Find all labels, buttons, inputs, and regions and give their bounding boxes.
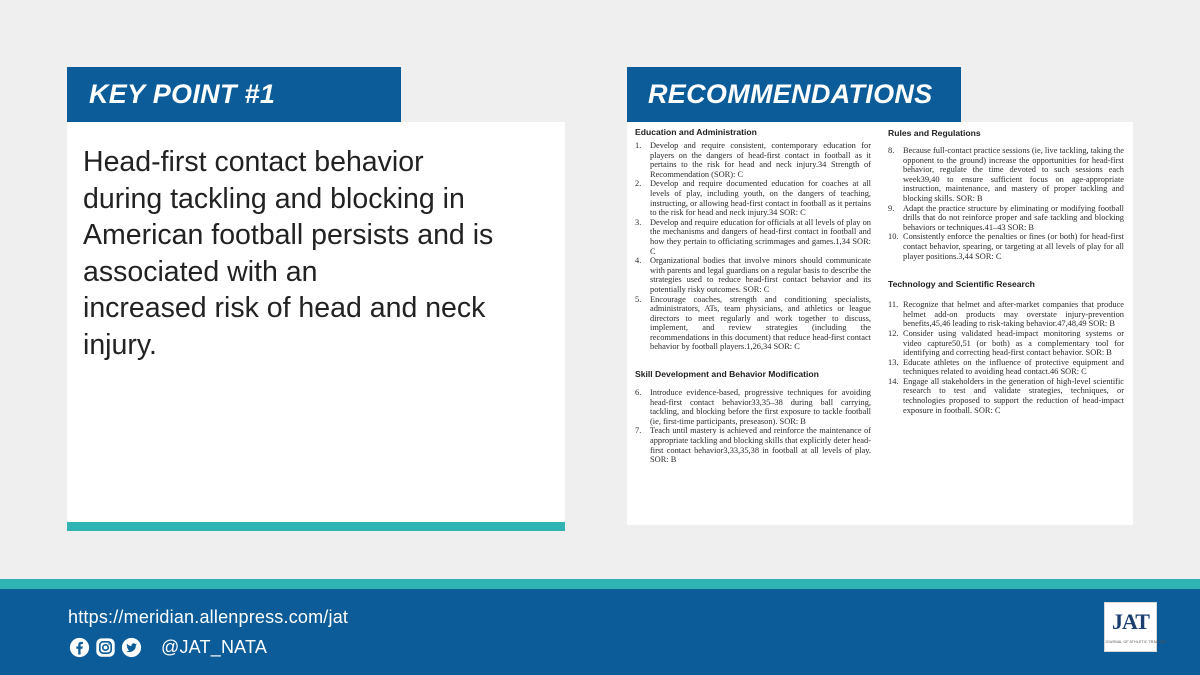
recommendation-item: 14. Engage all stakeholders in the generation of high-level scientific research to test and validate strategies, techniques, or technologies proposed to support the reduction of head-impact exposure in football. SOR: C	[888, 376, 1124, 415]
logo-wordmark: JAT	[1112, 609, 1149, 634]
section-heading-technology: Technology and Scientific Research	[888, 279, 1035, 290]
education-recommendations	[635, 141, 871, 352]
recommendation-item: 5. Encourage coaches, strength and conditioning specialists, administrators, ATs, team physicians, and athletics or league directors to meet regularly and work together to discuss, implement, and review strategies (including the recommendations in this document) that reduce head-first contact behavior by football players.1,26,34 SOR: C	[635, 294, 871, 352]
section-heading-skill-development: Skill Development and Behavior Modification	[635, 369, 819, 380]
recommendations-document	[627, 122, 1133, 525]
social-links	[69, 637, 267, 658]
jat-logo	[1104, 602, 1167, 652]
social-handle[interactable]: @JAT_NATA	[161, 637, 268, 657]
recommendation-item: 13. Educate athletes on the influence of protective equipment and techniques related to avoiding head contact.46 SOR: C	[888, 357, 1124, 377]
rules-recommendations	[888, 146, 1124, 261]
key-point-text: Head-first contact behavior during tackling and blocking in American football persists and is associated with an increased risk of head and neck injury.	[83, 146, 494, 361]
key-point-header	[67, 67, 401, 122]
recommendation-item: 11. Recognize that helmet and after-market companies that produce helmet add-on products may overstate injury-prevention benefits,45,46 leading to risk-taking behavior.47,48,49 SOR: B	[888, 300, 1124, 329]
recommendations-header	[627, 67, 961, 122]
recommendation-item: 7. Teach until mastery is achieved and reinforce the maintenance of appropriate tackling and blocking skills that explicitly deter head-first contact behavior3,33,35,38 in football at all levels of play. SOR: B	[635, 426, 871, 465]
logo-subtitle: JOURNAL OF ATHLETIC TRAINING	[1105, 640, 1167, 644]
recommendation-item: 9. Adapt the practice structure by eliminating or modifying football drills that do not reinforce proper and safe tackling and blocking behaviors or techniques.41–43 SOR: B	[888, 203, 1124, 232]
journal-url-link[interactable]: https://meridian.allenpress.com/jat	[68, 607, 349, 627]
footer-accent-stripe	[0, 579, 1200, 589]
section-heading-rules: Rules and Regulations	[888, 128, 981, 138]
document-right-column	[888, 122, 1124, 415]
key-point-title: KEY POINT #1	[89, 79, 276, 109]
recommendation-item: 3. Develop and require education for officials at all levels of play on the mechanisms and dangers of head-first contact in football and how they pertain to officiating scrimmages and games.1,34 SOR: C	[635, 217, 871, 256]
technology-recommendations	[888, 300, 1124, 415]
facebook-icon[interactable]	[69, 637, 90, 658]
document-left-column	[635, 122, 871, 465]
recommendation-item: 10. Consistently enforce the penalties or fines (or both) for head-first contact behavior, spearing, or targeting at all levels of play for all player positions.3,44 SOR: C	[888, 232, 1124, 261]
recommendation-item: 6. Introduce evidence-based, progressive techniques for avoiding head-first contact behavior33,35–38 during ball carrying, tackling, and blocking before the first exposure to tackle football (ie, first-time participants, preseason). SOR: B	[635, 388, 871, 426]
recommendation-item: 2. Develop and require documented education for coaches at all levels of play, including youth, on the dangers of teaching, instructing, or allowing head-first contact in football as it pertains to the risk for head and neck injury.34 SOR: C	[635, 179, 871, 218]
skill-recommendations	[635, 388, 871, 465]
recommendations-title: RECOMMENDATIONS	[648, 79, 933, 109]
recommendation-item: 1. Develop and require consistent, contemporary education for players on the dangers of head-first contact in football as it pertains to the risk for head and neck injury.34 Strength of Recommendation (SOR): C	[635, 141, 871, 179]
section-heading-education: Education and Administration	[635, 127, 757, 137]
key-point-accent-bar	[67, 522, 565, 531]
recommendation-item: 4. Organizational bodies that involve minors should communicate with parents and legal guardians on a regular basis to describe the strategies used to reduce head-first contact behavior and its potentially risky outcomes. SOR: C	[635, 256, 871, 294]
key-point-box	[67, 122, 565, 522]
recommendation-item: 8. Because full-contact practice sessions (ie, live tackling, taking the opponent to the ground) increase the opportunities for head-first behavior, regulate the time devoted to such sessions each week39,40 to ensure sufficient focus on age-appropriate instruction, maintenance, and mastery of proper tackling and blocking skills. SOR: B	[888, 146, 1124, 203]
instagram-icon[interactable]	[95, 637, 116, 658]
footer	[0, 589, 1200, 675]
twitter-icon[interactable]	[121, 637, 142, 658]
recommendation-item: 12. Consider using validated head-impact monitoring systems or video capture50,51 (or both) as a complementary tool for identifying and correcting head-first contact behavior. SOR: B	[888, 328, 1124, 358]
